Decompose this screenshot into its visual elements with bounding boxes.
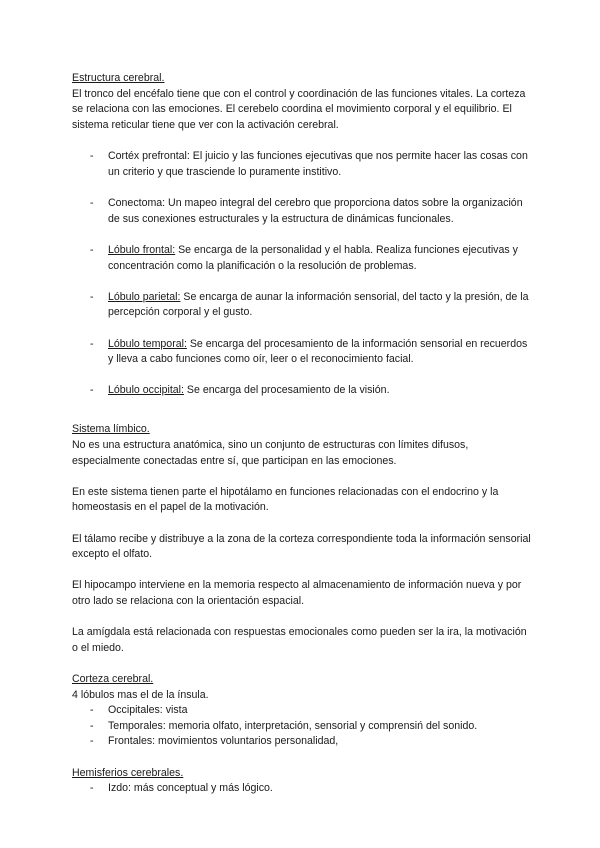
list-item: - Occipitales: vista <box>72 703 532 719</box>
bullet-list <box>72 149 532 399</box>
paragraph: No es una estructura anatómica, sino un conjunto de estructuras con límites difusos, especialmente conectadas entre sí, que participan en las emociones. <box>72 439 469 467</box>
section-estructura-cerebral <box>72 71 532 399</box>
list-item: - Izdo: más conceptual y más lógico. <box>72 781 532 797</box>
list-item: - Cortéx prefrontal: El juicio y las funciones ejecutivas que nos permite hacer las cosas con un criterio y que trasciende lo puramente institivo. <box>90 149 532 180</box>
section-heading: Hemisferios cerebrales. <box>72 766 184 779</box>
paragraph: La amígdala está relacionada con respuestas emocionales como pueden ser la ira, la motivación o el miedo. <box>72 626 527 654</box>
list-item: - Lóbulo temporal: Se encarga del procesamiento de la información sensorial en recuerdos y lleva a cabo funciones como oír, leer o el reconocimiento facial. <box>90 337 532 368</box>
term: Lóbulo occipital: <box>108 384 184 397</box>
section-heading: Estructura cerebral. <box>72 72 165 84</box>
list-item: - Conectoma: Un mapeo integral del cerebro que proporciona datos sobre la organización de sus conexiones estructurales y la estructura de dinámicas funcionales. <box>90 196 532 227</box>
list-item: - Lóbulo frontal: Se encarga de la personalidad y el habla. Realiza funciones ejecutivas y concentración como la planificación o la resolución de problemas. <box>90 243 532 274</box>
term: Lóbulo frontal: <box>108 243 176 256</box>
list-item: - Frontales: movimientos voluntarios personalidad, <box>72 734 532 750</box>
paragraph: El tálamo recibe y distribuye a la zona de la corteza correspondiente toda la información sensorial excepto el olfato. <box>72 532 531 561</box>
bullet-list <box>72 781 532 797</box>
section-corteza-cerebral <box>72 672 532 750</box>
term: Lóbulo parietal: <box>108 290 181 303</box>
term: Lóbulo temporal: <box>108 337 187 350</box>
document-page <box>72 71 532 797</box>
section-heading: Corteza cerebral. <box>72 672 154 685</box>
section-hemisferios-cerebrales <box>72 766 532 797</box>
bullet-list <box>72 703 532 750</box>
paragraph: El hipocampo interviene en la memoria respecto al almacenamiento de información nueva y por otro lado se relaciona con la orientación espacial. <box>72 579 522 607</box>
paragraph: 4 lóbulos mas el de la ínsula. <box>72 688 209 701</box>
paragraph: El tronco del encéfalo tiene que con el control y coordinación de las funciones vitales. La corteza se relaciona con las emociones. El cerebelo coordina el movimiento corporal y el equilibrio. El sistema reticular tiene que ver con la activación cerebral. <box>72 87 526 131</box>
list-item: - Temporales: memoria olfato, interpretación, sensorial y comprensiń del sonido. <box>72 719 532 735</box>
list-item: - Lóbulo parietal: Se encarga de aunar la información sensorial, del tacto y la presión, de la percepción corporal y el gusto. <box>90 290 532 321</box>
paragraph: En este sistema tienen parte el hipotálamo en funciones relacionadas con el endocrino y la homeostasis en el papel de la motivación. <box>72 485 499 514</box>
section-sistema-limbico <box>72 422 532 656</box>
section-heading: Sistema límbico. <box>72 423 150 436</box>
list-item: - Lóbulo occipital: Se encarga del procesamiento de la visión. <box>90 383 532 399</box>
